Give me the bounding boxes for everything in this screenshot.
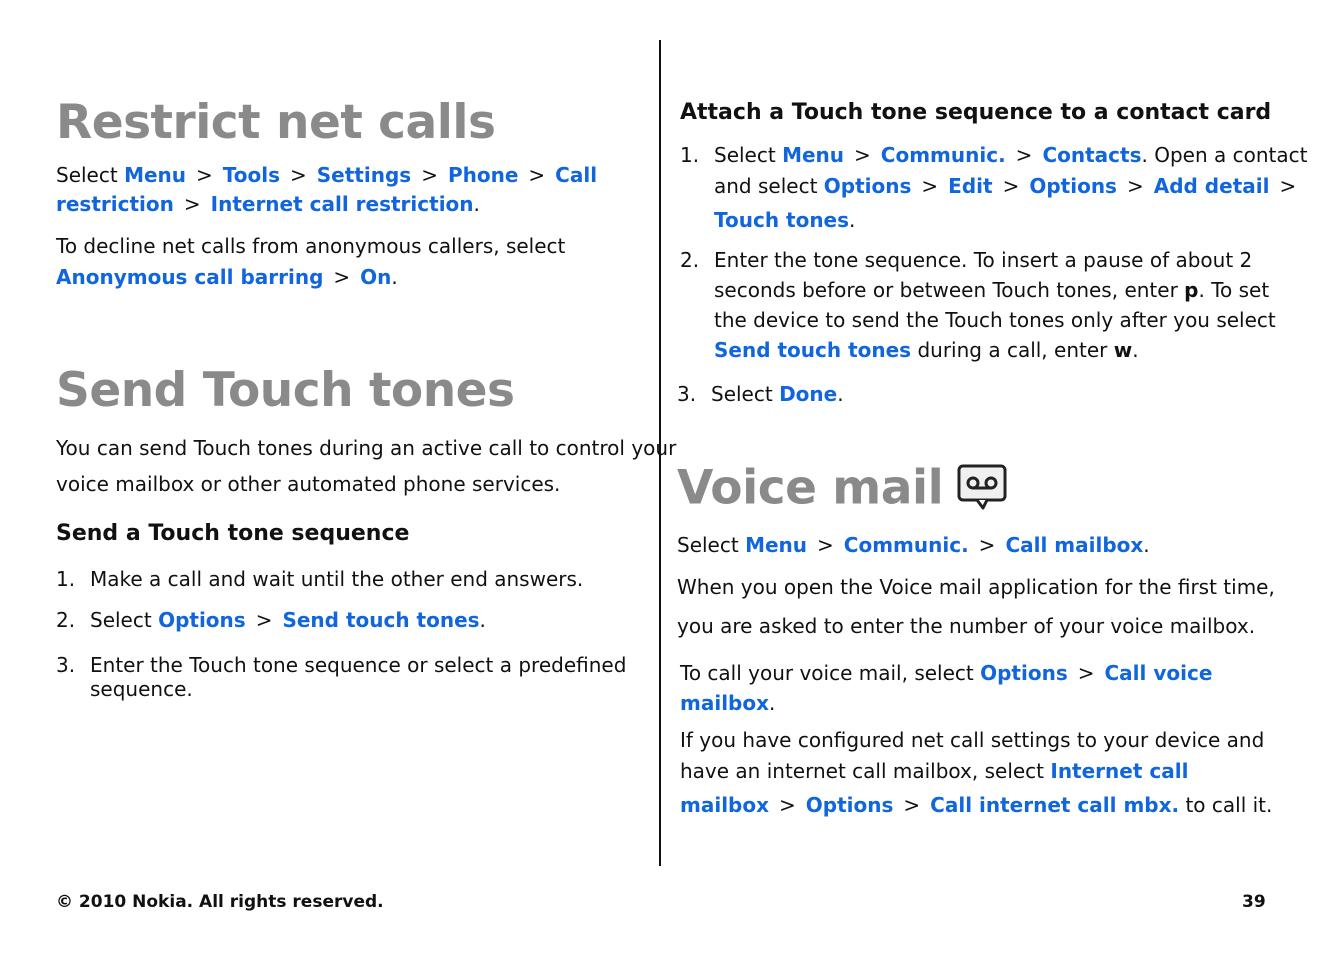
attach-step-2: 2. Enter the tone sequence. To insert a pause of about 2 (680, 248, 1253, 272)
settings-link[interactable]: Settings (316, 163, 412, 187)
voice-mail-title: Voice mail (677, 464, 1007, 518)
attach-step-2-line2: seconds before or between Touch tones, enter p. To set (714, 278, 1270, 302)
phone-link[interactable]: Phone (447, 163, 519, 187)
config-line2: have an internet call mailbox, select Internet call (680, 759, 1189, 783)
call-voice-mailbox-link[interactable]: Call voice (1104, 661, 1213, 685)
options-link[interactable]: Options (158, 608, 246, 632)
send-touch-tones-link[interactable]: Send touch tones (714, 338, 912, 362)
decline-text: To decline net calls from anonymous callers, select (56, 234, 566, 258)
send-step-1: 1. Make a call and wait until the other end answers. (56, 567, 584, 591)
call-restriction-link[interactable]: Call (555, 163, 598, 187)
communic-link[interactable]: Communic. (843, 533, 969, 557)
page-number: 39 (1242, 892, 1266, 912)
voicemail-first-line1: When you open the Voice mail application for the first time, (677, 575, 1275, 599)
attach-step-3: 3. Select Done. (677, 382, 844, 406)
internet-call-mailbox-link[interactable]: Internet call (1050, 759, 1189, 783)
restrict-net-calls-title: Restrict net calls (56, 95, 496, 150)
menu-link[interactable]: Menu (782, 143, 845, 167)
call-voicemail-line1: To call your voice mail, select Options > Call voice (680, 661, 1213, 685)
menu-link[interactable]: Menu (745, 533, 808, 557)
add-detail-link[interactable]: Add detail (1153, 174, 1270, 198)
send-sequence-subtitle: Send a Touch tone sequence (56, 521, 410, 546)
config-line3: mailbox > Options > Call internet call mbx. to call it. (680, 793, 1273, 817)
send-touch-tones-link[interactable]: Send touch tones (282, 608, 480, 632)
attach-step-1: 1. Select Menu > Communic. > Contacts. Open a contact (680, 143, 1308, 167)
internet-call-mailbox-link-cont[interactable]: mailbox (680, 793, 770, 817)
send-intro-line1: You can send Touch tones during an active call to control your (56, 436, 677, 460)
options-link[interactable]: Options (980, 661, 1068, 685)
call-internet-call-mbx-link[interactable]: Call internet call mbx. (930, 793, 1180, 817)
options-link-2[interactable]: Options (805, 793, 894, 817)
done-link[interactable]: Done (779, 382, 838, 406)
call-mailbox-link[interactable]: Call mailbox (1005, 533, 1144, 557)
anonymous-call-barring-link[interactable]: Anonymous call barring (56, 265, 324, 289)
config-line1: If you have configured net call settings to your device and (680, 728, 1265, 752)
restrict-path-line1: Select Menu > Tools > Settings > Phone > Call (56, 163, 598, 187)
send-step-3-cont: sequence. (90, 677, 193, 701)
communic-link[interactable]: Communic. (880, 143, 1006, 167)
send-intro-line2: voice mailbox or other automated phone services. (56, 472, 561, 496)
options-link[interactable]: Options (823, 174, 912, 198)
internet-call-restriction-link[interactable]: Internet call restriction (210, 192, 474, 216)
attach-step-1-end: Touch tones. (714, 208, 856, 232)
attach-step-2-line3: the device to send the Touch tones only after you select (714, 308, 1276, 332)
tools-link[interactable]: Tools (222, 163, 281, 187)
touch-tones-link[interactable]: Touch tones (714, 208, 850, 232)
voicemail-icon (957, 464, 1007, 518)
call-restriction-link-cont[interactable]: restriction (56, 192, 174, 216)
call-voice-mailbox-link-cont[interactable]: mailbox (680, 691, 770, 715)
anonymous-path: Anonymous call barring > On. (56, 265, 398, 289)
contacts-link[interactable]: Contacts (1042, 143, 1142, 167)
call-voicemail-line2: mailbox. (680, 691, 776, 715)
on-link[interactable]: On (360, 265, 392, 289)
attach-step-2-line4: Send touch tones during a call, enter w. (714, 338, 1139, 362)
attach-step-1-cont: and select Options > Edit > Options > Add detail > (714, 174, 1297, 198)
menu-link[interactable]: Menu (124, 163, 187, 187)
send-touch-tones-title: Send Touch tones (56, 363, 515, 418)
send-step-3: 3. Enter the Touch tone sequence or select a predefined (56, 653, 627, 677)
send-step-2: 2. Select Options > Send touch tones. (56, 608, 486, 632)
copyright: © 2010 Nokia. All rights reserved. (56, 892, 384, 912)
edit-link[interactable]: Edit (948, 174, 993, 198)
attach-title: Attach a Touch tone sequence to a contact card (680, 100, 1272, 125)
voicemail-path: Select Menu > Communic. > Call mailbox. (677, 533, 1150, 557)
options-link-2[interactable]: Options (1029, 174, 1117, 198)
restrict-path-line2: restriction > Internet call restriction. (56, 192, 480, 216)
voicemail-first-line2: you are asked to enter the number of your voice mailbox. (677, 614, 1256, 638)
